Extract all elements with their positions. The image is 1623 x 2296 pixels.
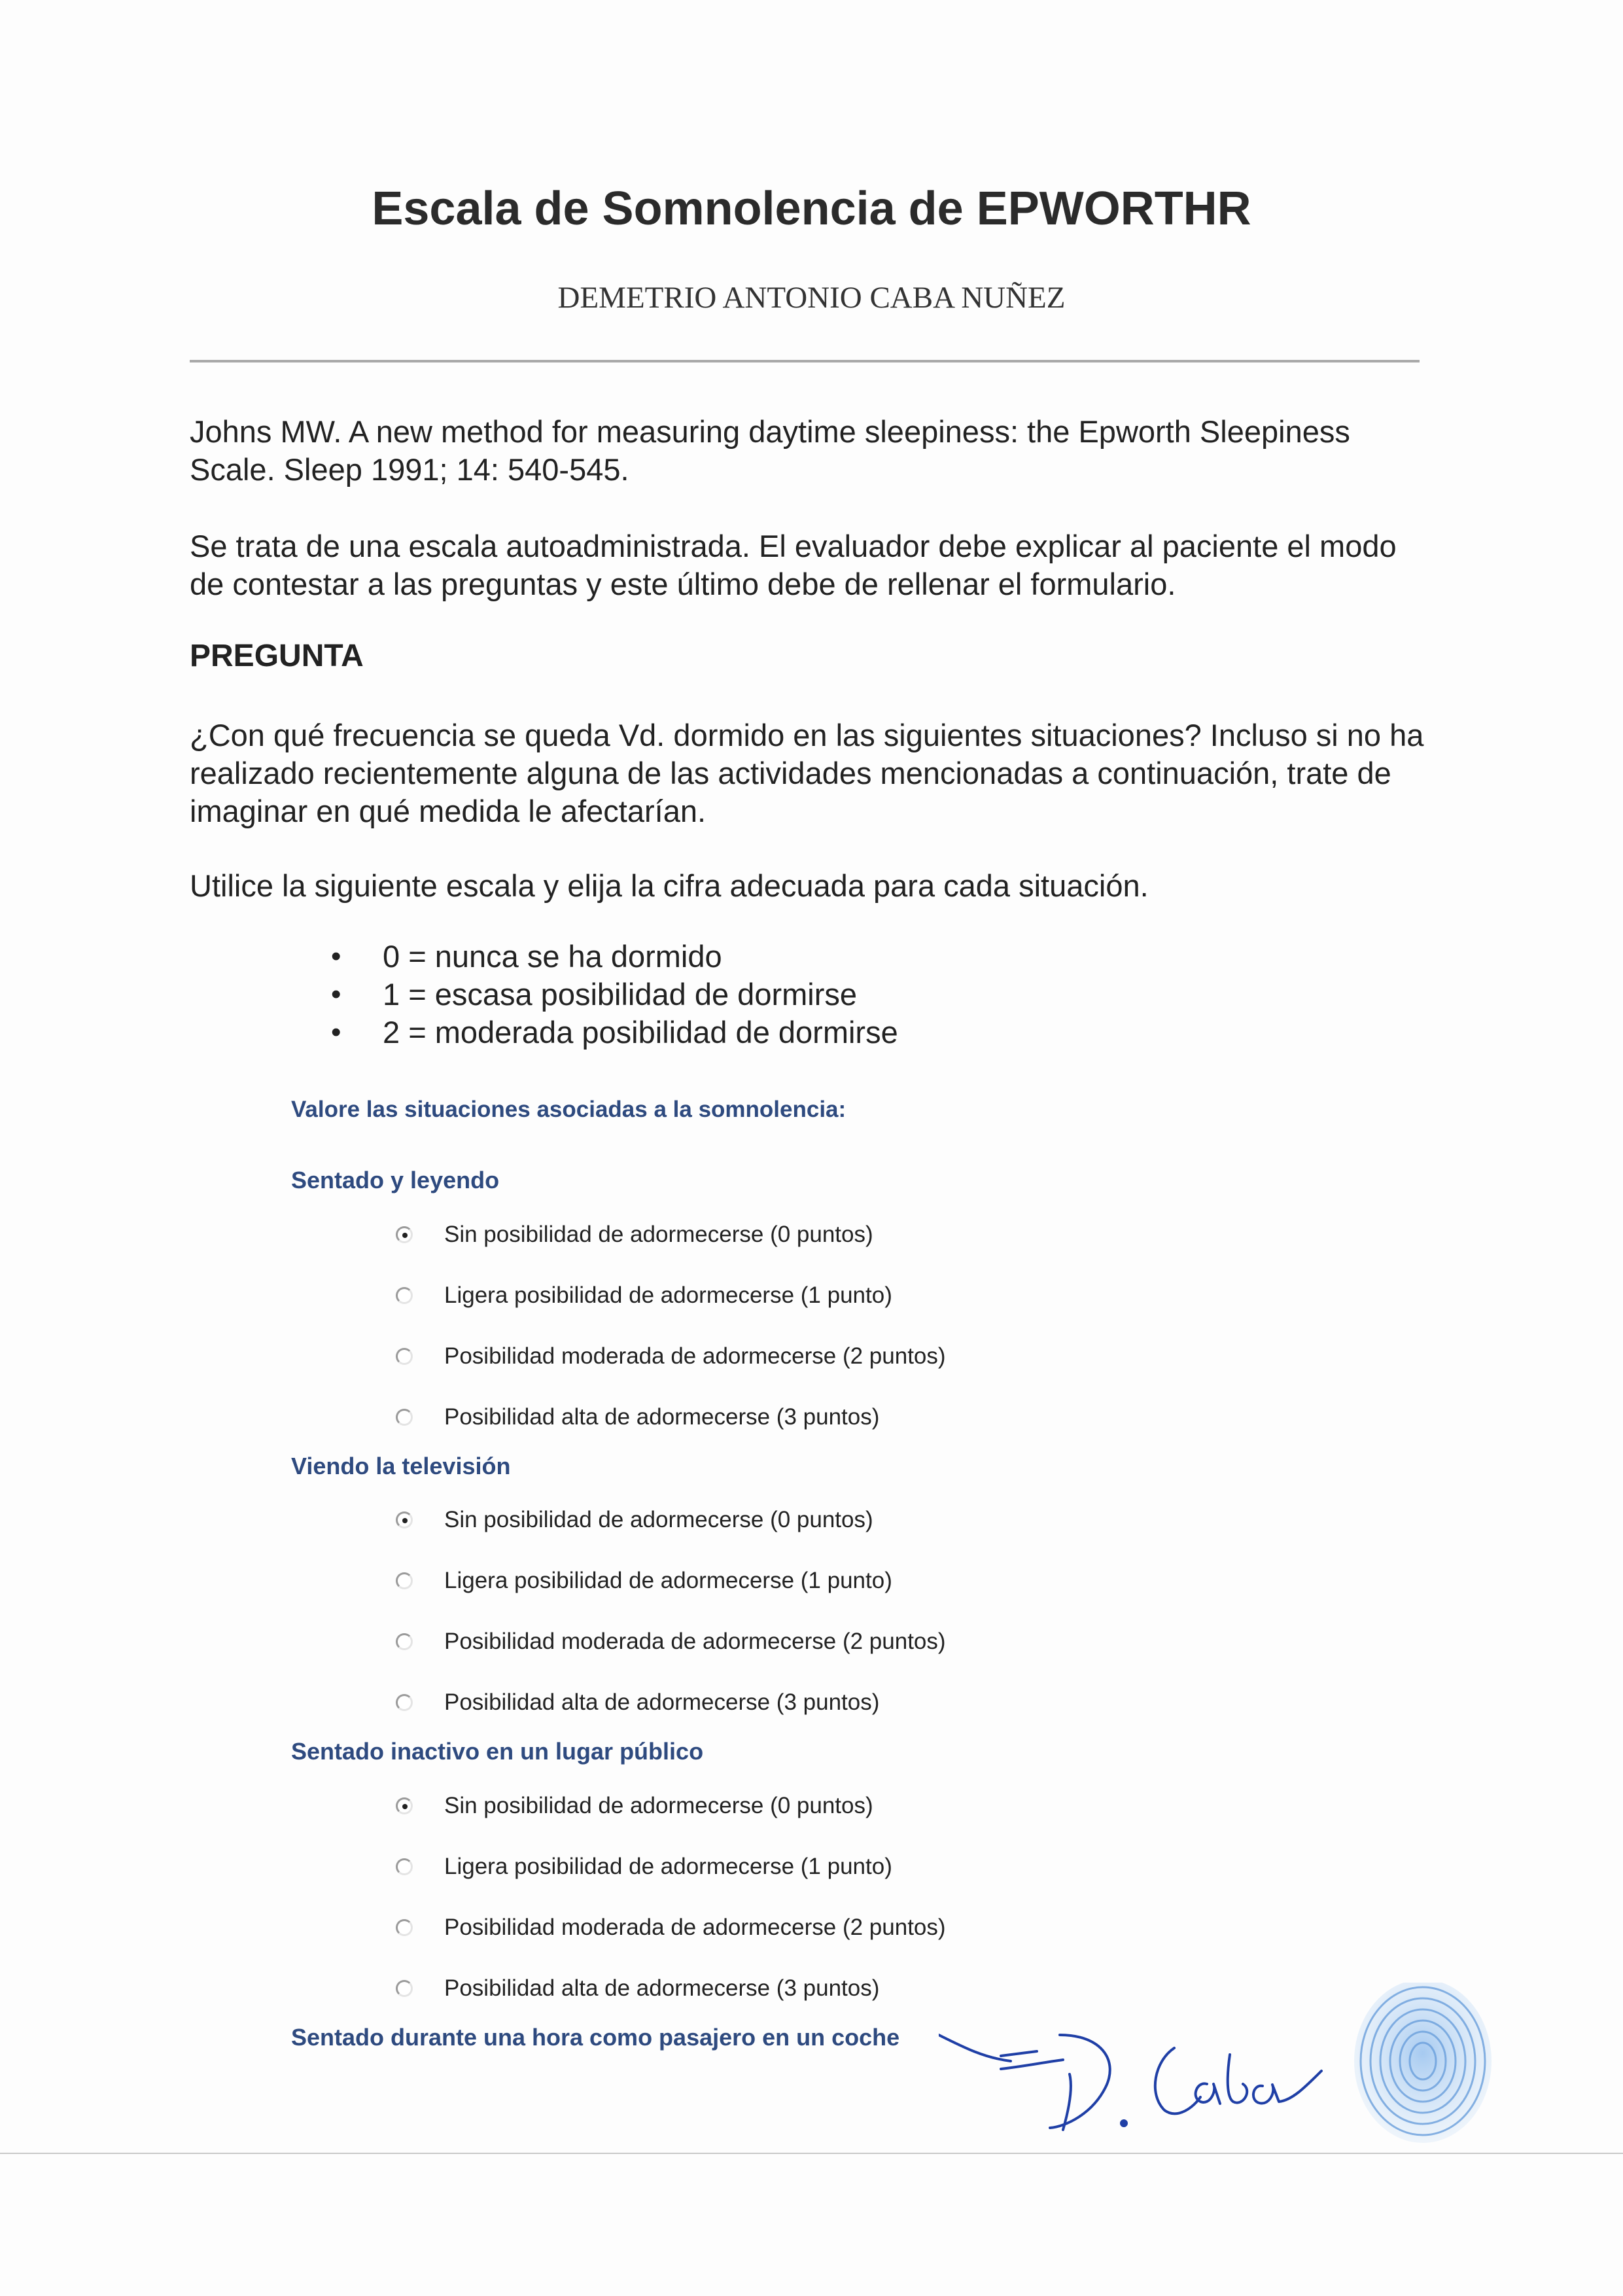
author-name: DEMETRIO ANTONIO CABA NUÑEZ (557, 281, 1066, 315)
radio-button[interactable] (396, 1858, 413, 1875)
option-reading-2[interactable] (396, 1340, 946, 1373)
option-label: Ligera posibilidad de adormecerse (1 punto) (444, 1854, 892, 1879)
option-reading-3[interactable] (396, 1401, 879, 1434)
fingerprint-image (1344, 1983, 1501, 2153)
radio-button[interactable] (396, 1287, 413, 1304)
option-label: Sin posibilidad de adormecerse (0 puntos) (444, 1793, 873, 1818)
radio-button[interactable] (396, 1980, 413, 1997)
option-label: Sin posibilidad de adormecerse (0 puntos) (444, 1222, 873, 1247)
section-label-car-passenger: Sentado durante una hora como pasajero en un coche (291, 2024, 900, 2051)
option-label: Posibilidad alta de adormecerse (3 puntos) (444, 1404, 880, 1430)
option-public-1[interactable] (396, 1850, 892, 1883)
radio-button[interactable] (396, 1409, 413, 1426)
option-tv-0[interactable] (396, 1504, 873, 1536)
option-label: Ligera posibilidad de adormecerse (1 punto) (444, 1282, 892, 1308)
question-text: ¿Con qué frecuencia se queda Vd. dormido en las siguientes situaciones? Incluso si no ha realizado recientemente alguna de las actividades mencionadas a continuación, trate de imaginar en qué medida le afectarían. (190, 718, 1424, 828)
handwritten-signature (939, 2015, 1331, 2140)
radio-button[interactable] (396, 1797, 413, 1814)
scale-item: • 2 = moderada posibilidad de dormirse (327, 1014, 898, 1051)
page-title: Escala de Somnolencia de EPWORTHR (372, 183, 1251, 235)
option-label: Posibilidad moderada de adormecerse (2 puntos) (444, 1915, 946, 1940)
radio-button[interactable] (396, 1694, 413, 1711)
option-public-3[interactable] (396, 1972, 879, 2005)
question-heading: PREGUNTA (190, 639, 364, 673)
radio-button[interactable] (396, 1348, 413, 1365)
option-label: Posibilidad moderada de adormecerse (2 puntos) (444, 1343, 946, 1369)
option-reading-1[interactable] (396, 1279, 892, 1312)
form-intro: Valore las situaciones asociadas a la somnolencia: (291, 1097, 846, 1122)
section-label-public-place: Sentado inactivo en un lugar público (291, 1738, 704, 1765)
scale-item: • 0 = nunca se ha dormido (327, 938, 898, 976)
option-tv-1[interactable] (396, 1564, 892, 1597)
option-label: Posibilidad alta de adormecerse (3 puntos) (444, 1975, 880, 2001)
radio-button[interactable] (396, 1633, 413, 1650)
radio-button[interactable] (396, 1226, 413, 1243)
scale-intro-text: Utilice la siguiente escala y elija la cifra adecuada para cada situación. (190, 868, 1149, 903)
section-label-tv: Viendo la televisión (291, 1453, 511, 1479)
option-reading-0[interactable] (396, 1218, 873, 1251)
page-bottom-edge (0, 2153, 1623, 2154)
option-label: Posibilidad moderada de adormecerse (2 puntos) (444, 1629, 946, 1654)
radio-button[interactable] (396, 1919, 413, 1936)
radio-button[interactable] (396, 1511, 413, 1528)
option-label: Sin posibilidad de adormecerse (0 puntos) (444, 1507, 873, 1532)
title-divider (190, 360, 1420, 362)
option-tv-3[interactable] (396, 1686, 879, 1719)
radio-button[interactable] (396, 1572, 413, 1589)
scale-list (327, 938, 898, 1051)
instructions-text: Se trata de una escala autoadministrada. El evaluador debe explicar al paciente el modo de contestar a las preguntas y este último debe de rellenar el formulario. (190, 529, 1397, 601)
option-label: Posibilidad alta de adormecerse (3 puntos) (444, 1689, 880, 1715)
option-label: Ligera posibilidad de adormecerse (1 punto) (444, 1568, 892, 1593)
option-public-2[interactable] (396, 1911, 946, 1944)
option-tv-2[interactable] (396, 1625, 946, 1658)
section-label-reading: Sentado y leyendo (291, 1167, 500, 1193)
option-public-0[interactable] (396, 1790, 873, 1822)
reference-text: Johns MW. A new method for measuring daytime sleepiness: the Epworth Sleepiness Scale. Sleep 1991; 14: 540-545. (190, 414, 1350, 487)
scale-item: • 1 = escasa posibilidad de dormirse (327, 976, 898, 1014)
